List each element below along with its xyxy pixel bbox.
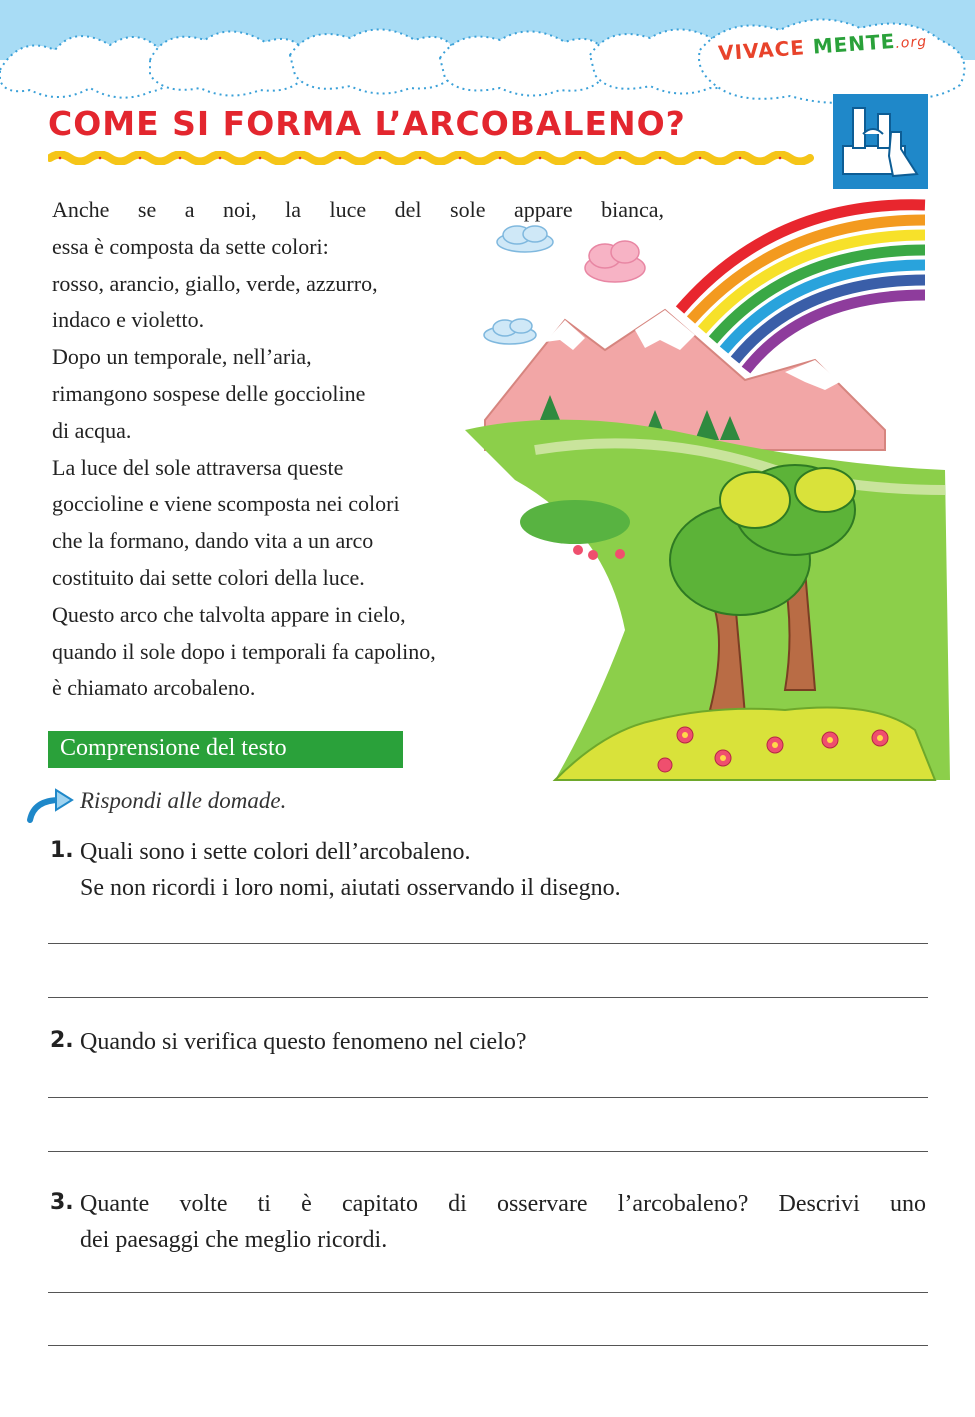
reading-line: che la formano, dando vita a un arco bbox=[52, 528, 374, 554]
answer-line[interactable] bbox=[48, 997, 928, 998]
logo-text: VIVACE bbox=[717, 35, 806, 66]
reading-line: indaco e violetto. bbox=[52, 307, 205, 333]
answer-line[interactable] bbox=[48, 1292, 928, 1293]
question-number: 3. bbox=[50, 1190, 74, 1215]
reading-line: goccioline e viene scomposta nei colori bbox=[52, 491, 400, 517]
answer-line[interactable] bbox=[48, 1345, 928, 1346]
question-number: 2. bbox=[50, 1028, 74, 1053]
reading-line: Dopo un temporale, nell’aria, bbox=[52, 344, 312, 370]
exercise-instruction: Rispondi alle domade. bbox=[80, 788, 287, 813]
reading-line: costituito dai sette colori della luce. bbox=[52, 564, 365, 590]
question-text bbox=[80, 834, 621, 906]
answer-line[interactable] bbox=[48, 1097, 928, 1098]
reading-line: Questo arco che talvolta appare in cielo, bbox=[52, 601, 406, 627]
page-title: COME SI FORMA L’ARCOBALENO? bbox=[48, 104, 686, 143]
question-line: Se non ricordi i loro nomi, aiutati osservando il disegno. bbox=[80, 875, 621, 901]
rainbow bbox=[680, 205, 925, 370]
question-line: Quante volte ti è capitato di osservare l’arcobaleno? Descrivi uno bbox=[80, 1191, 926, 1217]
reading-line: rimangono sospese delle goccioline bbox=[52, 380, 366, 406]
question-text bbox=[80, 1186, 926, 1258]
rainbow-landscape-illustration bbox=[455, 190, 960, 795]
question-line: dei paesaggi che meglio ricordi. bbox=[80, 1227, 388, 1253]
question-number: 1. bbox=[50, 838, 74, 863]
laboratory-flasks-icon bbox=[833, 94, 928, 189]
curved-arrow-icon bbox=[24, 786, 76, 826]
question-text bbox=[80, 1024, 527, 1060]
reading-line: La luce del sole attraversa queste bbox=[52, 454, 344, 480]
reading-line: è chiamato arcobaleno. bbox=[52, 675, 256, 701]
reading-line: quando il sole dopo i temporali fa capolino, bbox=[52, 638, 436, 664]
reading-line: rosso, arancio, giallo, verde, azzurro, bbox=[52, 270, 378, 296]
title-underline-decoration bbox=[48, 151, 820, 165]
question-line: Quando si verifica questo fenomeno nel cielo? bbox=[80, 1029, 527, 1055]
reading-line: di acqua. bbox=[52, 417, 132, 443]
logo-suffix: .org bbox=[894, 33, 928, 52]
answer-line[interactable] bbox=[48, 1151, 928, 1152]
question-line: Quali sono i sette colori dell’arcobaleno. bbox=[80, 839, 471, 865]
reading-line: essa è composta da sette colori: bbox=[52, 233, 329, 259]
science-category-badge bbox=[833, 94, 928, 189]
logo-text-second: MENTE bbox=[804, 28, 897, 60]
answer-line[interactable] bbox=[48, 943, 928, 944]
reading-line: Anche se a noi, la luce del sole appare bianca, bbox=[52, 197, 664, 222]
section-label-comprehension: Comprensione del testo bbox=[48, 731, 403, 768]
